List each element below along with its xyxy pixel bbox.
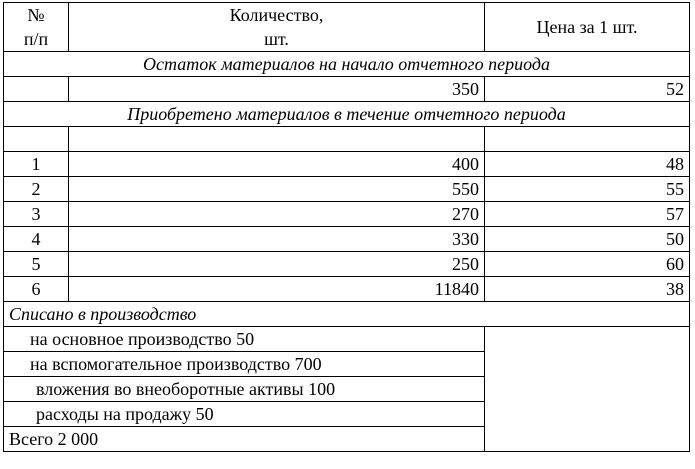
opening-section-title: Остаток материалов на начало отчетного периода bbox=[4, 52, 690, 77]
writeoff-blank-cell bbox=[485, 327, 690, 452]
purchase-row bbox=[4, 227, 690, 252]
opening-section-row bbox=[4, 52, 690, 77]
purchase-row bbox=[4, 152, 690, 177]
blank-row bbox=[4, 127, 690, 152]
purchase-price: 60 bbox=[485, 252, 690, 277]
purchase-quantity: 550 bbox=[69, 177, 485, 202]
purchase-price: 50 bbox=[485, 227, 690, 252]
opening-row bbox=[4, 77, 690, 102]
purchase-number: 2 bbox=[4, 177, 69, 202]
header-row bbox=[4, 3, 690, 52]
writeoff-section-title: Списано в производство bbox=[4, 302, 690, 327]
header-quantity-line1: Количество, bbox=[229, 5, 324, 25]
purchase-row bbox=[4, 277, 690, 302]
header-quantity bbox=[69, 3, 485, 52]
writeoff-item: вложения во внеоборотные активы 100 bbox=[4, 377, 485, 402]
purchase-number: 6 bbox=[4, 277, 69, 302]
opening-quantity: 350 bbox=[69, 77, 485, 102]
writeoff-row bbox=[4, 327, 690, 352]
purchased-section-title: Приобретено материалов в течение отчетного периода bbox=[4, 102, 690, 127]
purchase-number: 5 bbox=[4, 252, 69, 277]
purchase-price: 57 bbox=[485, 202, 690, 227]
writeoff-item: на основное производство 50 bbox=[4, 327, 485, 352]
purchase-quantity: 330 bbox=[69, 227, 485, 252]
purchase-quantity: 270 bbox=[69, 202, 485, 227]
writeoff-item: расходы на продажу 50 bbox=[4, 402, 485, 427]
blank-cell bbox=[485, 127, 690, 152]
purchase-quantity: 250 bbox=[69, 252, 485, 277]
total-label: Всего 2 000 bbox=[4, 427, 485, 452]
purchase-row bbox=[4, 177, 690, 202]
opening-price: 52 bbox=[485, 77, 690, 102]
blank-cell bbox=[69, 127, 485, 152]
header-quantity-line2: шт. bbox=[264, 29, 289, 49]
header-price: Цена за 1 шт. bbox=[485, 3, 690, 52]
purchase-number: 1 bbox=[4, 152, 69, 177]
header-number bbox=[4, 3, 69, 52]
purchase-price: 38 bbox=[485, 277, 690, 302]
purchase-row bbox=[4, 252, 690, 277]
purchased-section-row bbox=[4, 102, 690, 127]
purchase-row bbox=[4, 202, 690, 227]
purchase-quantity: 11840 bbox=[69, 277, 485, 302]
purchase-number: 4 bbox=[4, 227, 69, 252]
purchase-price: 48 bbox=[485, 152, 690, 177]
writeoff-section-row bbox=[4, 302, 690, 327]
purchase-quantity: 400 bbox=[69, 152, 485, 177]
header-number-line1: № bbox=[27, 5, 45, 25]
materials-table bbox=[3, 2, 690, 452]
header-number-line2: п/п bbox=[23, 29, 49, 49]
opening-number-cell bbox=[4, 77, 69, 102]
purchase-price: 55 bbox=[485, 177, 690, 202]
purchase-number: 3 bbox=[4, 202, 69, 227]
blank-cell bbox=[4, 127, 69, 152]
writeoff-item: на вспомогательное производство 700 bbox=[4, 352, 485, 377]
